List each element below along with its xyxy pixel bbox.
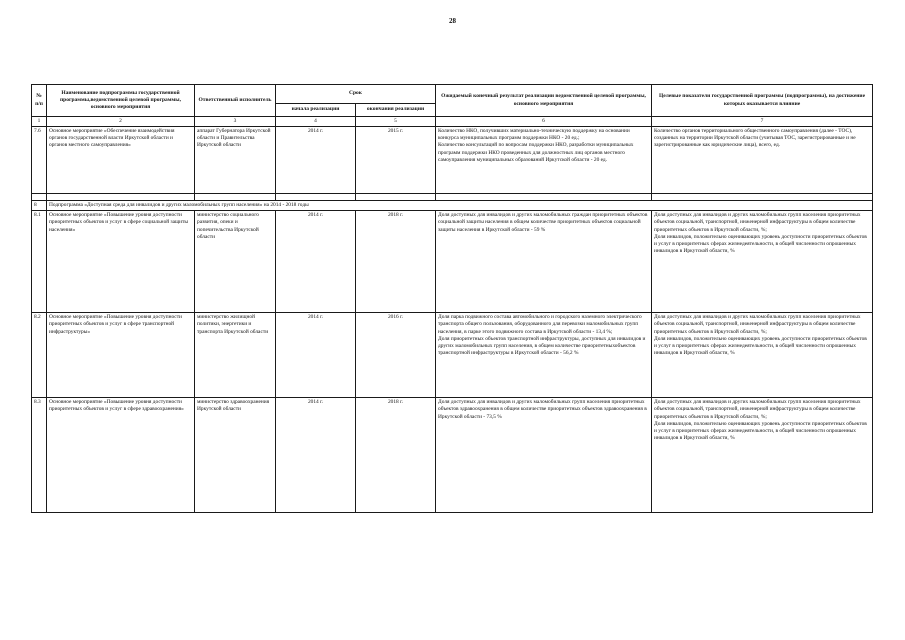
column-number-row bbox=[32, 117, 873, 127]
table-row bbox=[32, 211, 873, 313]
measures-table bbox=[31, 84, 873, 513]
header-term-start: начала реализации bbox=[276, 104, 356, 117]
row-start: 2014 г. bbox=[276, 313, 356, 398]
row-result: Доля доступных для инвалидов и других маломобильных групп населения приоритетных объектов здравоохранения в общем количестве приоритетных объектов здравоохранения в Иркутской области - 73,5 % bbox=[436, 398, 652, 513]
header-result: Ожидаемый конечный результат реализации ведомственной целевой программы, основного мероприятия bbox=[436, 85, 652, 117]
row-end: 2015 г. bbox=[356, 127, 436, 194]
header-indicators: Целевые показатели государственной программы (подпрограммы), на достижение которых оказывается влияние bbox=[652, 85, 873, 117]
table-row bbox=[32, 127, 873, 194]
row-executor: министерство социального развития, опеки и попечительства Иркутской области bbox=[195, 211, 276, 313]
row-end: 2018 г. bbox=[356, 211, 436, 313]
row-result: Доля доступных для инвалидов и других маломобильных граждан приоритетных объектов социальной защиты населения в общем количестве приоритетных объектов социальной защиты населения в Иркутской области - 59 % bbox=[436, 211, 652, 313]
row-num: 8.1 bbox=[32, 211, 47, 313]
header-row bbox=[32, 85, 873, 104]
row-num: 8.3 bbox=[32, 398, 47, 513]
column-number: 7 bbox=[652, 117, 873, 127]
row-indicators: Количество органов территориального общественного самоуправления (далее - ТОС), созданных на территории Иркутской области (учитывая ТОС, зарегистрированные и не зарегистрированные как юридические лица), всего, ед. bbox=[652, 127, 873, 194]
column-number: 1 bbox=[32, 117, 47, 127]
row-result: Количество НКО, получивших материально-техническую поддержку на основании конкурса муниципальных программ поддержки НКО - 20 ед.; Количество консультаций по вопросам поддержки НКО, разработки муниципальных программ поддержки НКО проведенных для должностных лиц органов местного самоуправления муниципальных образований Иркутской области - 20 ед. bbox=[436, 127, 652, 194]
row-start: 2014 г. bbox=[276, 398, 356, 513]
header-num: № п/п bbox=[32, 85, 47, 117]
row-executor: аппарат Губернатора Иркутской области и Правительства Иркутской области bbox=[195, 127, 276, 194]
row-indicators: Доля доступных для инвалидов и других маломобильных групп населения приоритетных объектов социальной, транспортной, инженерной инфраструктуры в общем количестве приоритетных объектов в Иркутской области, %; Доля инвалидов, положительно оценивающих уровень доступности приоритетных объектов и услуг в приоритетных сферах жизнедеятельности, в общей численности опрошенных инвалидов в Иркутской области, % bbox=[652, 398, 873, 513]
row-name: Основное мероприятие «Повышение уровня доступности приоритетных объектов и услуг в сфере социальной защиты населения» bbox=[47, 211, 195, 313]
row-indicators: Доля доступных для инвалидов и других маломобильных групп населения приоритетных объектов социальной, транспортной, инженерной инфраструктуры в общем количестве приоритетных объектов в Иркутской области, %; Доля инвалидов, положительно оценивающих уровень доступности приоритетных объектов и услуг в приоритетных сферах жизнедеятельности, в общей численности опрошенных инвалидов в Иркутской области, % bbox=[652, 211, 873, 313]
row-num: 7.6 bbox=[32, 127, 47, 194]
column-number: 4 bbox=[276, 117, 356, 127]
spacer-row bbox=[32, 194, 873, 201]
row-start: 2014 г. bbox=[276, 127, 356, 194]
row-name: Основное мероприятие «Повышение уровня доступности приоритетных объектов и услуг в сфере транспортной инфраструктуры» bbox=[47, 313, 195, 398]
table-row bbox=[32, 398, 873, 513]
row-start: 2014 г. bbox=[276, 211, 356, 313]
header-term: Срок bbox=[276, 85, 436, 104]
row-num: 8.2 bbox=[32, 313, 47, 398]
row-end: 2016 г. bbox=[356, 313, 436, 398]
row-name: Основное мероприятие «Обеспечение взаимодействия органов государственной власти Иркутской области и органов местного самоуправления» bbox=[47, 127, 195, 194]
row-indicators: Доля доступных для инвалидов и других маломобильных групп населения приоритетных объектов социальной, транспортной, инженерной инфраструктуры в общем количестве приоритетных объектов в Иркутской области, %; Доля инвалидов, положительно оценивающих уровень доступности приоритетных объектов и услуг в приоритетных сферах жизнедеятельности, в общей численности опрошенных инвалидов в Иркутской области, % bbox=[652, 313, 873, 398]
column-number: 2 bbox=[47, 117, 195, 127]
subprogram-num: 8 bbox=[32, 201, 47, 211]
header-term-end: окончания реализации bbox=[356, 104, 436, 117]
column-number: 5 bbox=[356, 117, 436, 127]
row-name: Основное мероприятие «Повышение уровня доступности приоритетных объектов и услуг в сфере здравоохранения» bbox=[47, 398, 195, 513]
row-executor: министерство жилищной политики, энергетики и транспорта Иркутской области bbox=[195, 313, 276, 398]
column-number: 6 bbox=[436, 117, 652, 127]
column-number: 3 bbox=[195, 117, 276, 127]
row-executor: министерство здравоохранения Иркутской области bbox=[195, 398, 276, 513]
row-result: Доля парка подвижного состава автомобильного и городского наземного электрического транспорта общего пользования, оборудованного для перевозки маломобильных групп населения, в парке этого подвижного состава в Иркутской области - 13,4 %; Доля приоритетных объектов транспортной инфраструктуры, доступных для инвалидов и других маломобильных групп населения, в общем количестве приоритетныхобъектов транспортной инфраструктуры в Иркутской области - 56,2 % bbox=[436, 313, 652, 398]
table-row bbox=[32, 313, 873, 398]
subprogram-title: Подпрограмма «Доступная среда для инвалидов и других маломобильных групп населения» на 2014 - 2018 годы bbox=[47, 201, 873, 211]
subprogram-row bbox=[32, 201, 873, 211]
row-end: 2018 г. bbox=[356, 398, 436, 513]
header-executor: Ответственный исполнитель bbox=[195, 85, 276, 117]
page-number: 28 bbox=[449, 17, 456, 25]
header-name: Наименование подпрограммы государственной программы,ведомственной целевой программы, основного мероприятия bbox=[47, 85, 195, 117]
